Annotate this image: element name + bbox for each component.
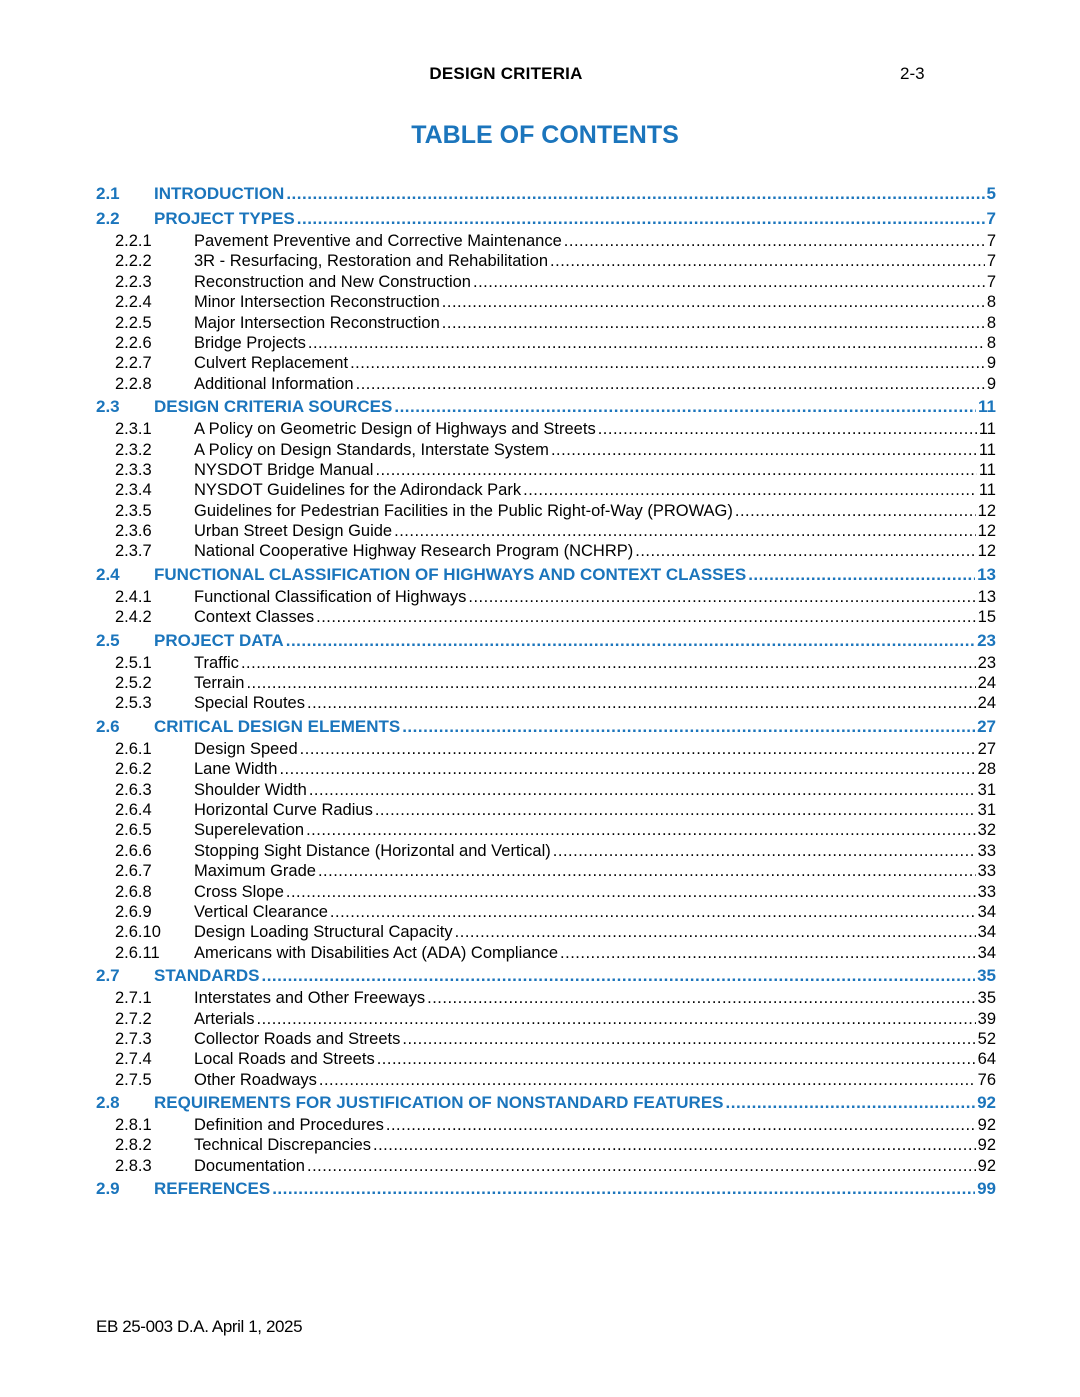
toc-entry-number: 2.8.3 <box>115 1156 152 1175</box>
dot-leader <box>306 820 976 840</box>
dot-leader <box>386 1115 976 1135</box>
toc-entry-page: 7 <box>986 272 996 291</box>
toc-entry-page: 8 <box>986 313 996 332</box>
toc-entry-number: 2.6 <box>96 716 120 736</box>
toc-entry-title: INTRODUCTION <box>154 184 285 203</box>
toc-entry-title: Stopping Sight Distance (Horizontal and Vertical) <box>194 841 551 860</box>
dot-leader <box>726 1090 976 1115</box>
toc-subsection-entry[interactable] <box>96 607 996 627</box>
toc-entry-page: 5 <box>986 184 996 203</box>
dot-leader <box>523 480 977 500</box>
toc-section-entry[interactable] <box>96 1090 996 1115</box>
toc-section-entry[interactable] <box>96 714 996 739</box>
toc-entry-title: REQUIREMENTS FOR JUSTIFICATION OF NONSTANDARD FEATURES <box>154 1093 724 1113</box>
toc-subsection-entry[interactable] <box>96 653 996 673</box>
dot-leader <box>272 1176 975 1201</box>
toc-entry-page: 34 <box>977 923 996 942</box>
toc-subsection-entry[interactable] <box>96 861 996 881</box>
toc-subsection-entry[interactable] <box>96 541 996 561</box>
toc-entry-title: Shoulder Width <box>194 780 307 799</box>
toc-entry-page: 34 <box>977 943 996 962</box>
toc-subsection-entry[interactable] <box>96 374 996 394</box>
toc-entry-title: Americans with Disabilities Act (ADA) Compliance <box>194 943 559 962</box>
toc-entry-title: Reconstruction and New Construction <box>194 272 471 291</box>
toc-entry-title: CRITICAL DESIGN ELEMENTS <box>154 716 401 736</box>
dot-leader <box>377 1049 976 1069</box>
toc-entry-title: Bridge Projects <box>194 333 306 352</box>
toc-entry-title: NYSDOT Bridge Manual <box>194 460 374 479</box>
toc-entry-number: 2.5.1 <box>115 653 152 672</box>
toc-entry-page: 92 <box>977 1093 996 1113</box>
toc-entry-number: 2.6.4 <box>115 800 152 819</box>
toc-entry-title: Superelevation <box>194 821 305 840</box>
toc-section-entry[interactable] <box>96 963 996 988</box>
toc-subsection-entry[interactable] <box>96 1135 996 1155</box>
toc-entry-page: 31 <box>977 780 996 799</box>
toc-entry-title: Maximum Grade <box>194 862 316 881</box>
toc-section-entry[interactable] <box>96 206 996 231</box>
toc-entry-page: 24 <box>977 694 996 713</box>
table-of-contents <box>96 181 996 1201</box>
toc-entry-page: 31 <box>977 800 996 819</box>
toc-entry-page: 23 <box>977 630 996 650</box>
dot-leader <box>735 501 976 521</box>
toc-entry-title: STANDARDS <box>154 966 260 986</box>
toc-subsection-entry[interactable] <box>96 251 996 271</box>
toc-entry-page: 64 <box>977 1050 996 1069</box>
toc-entry-number: 2.7.3 <box>115 1029 152 1048</box>
toc-entry-page: 52 <box>977 1029 996 1048</box>
running-header-page-number: 2-3 <box>900 64 925 83</box>
dot-leader <box>402 714 975 739</box>
toc-entry-number: 2.8.2 <box>115 1136 152 1155</box>
toc-entry-title: A Policy on Design Standards, Interstate System <box>194 440 549 459</box>
toc-entry-number: 2.2.3 <box>115 272 152 291</box>
toc-entry-page: 13 <box>977 564 996 584</box>
dot-leader <box>375 800 976 820</box>
toc-entry-number: 2.6.3 <box>115 780 152 799</box>
toc-entry-page: 11 <box>978 397 996 417</box>
toc-entry-number: 2.4 <box>96 564 120 584</box>
toc-subsection-entry[interactable] <box>96 231 996 251</box>
toc-entry-number: 2.1 <box>96 184 120 203</box>
toc-subsection-entry[interactable] <box>96 943 996 963</box>
dot-leader <box>300 739 976 759</box>
toc-entry-page: 27 <box>977 716 996 736</box>
toc-entry-page: 9 <box>986 354 996 373</box>
toc-subsection-entry[interactable] <box>96 1049 996 1069</box>
toc-entry-number: 2.6.6 <box>115 841 152 860</box>
toc-section-entry[interactable] <box>96 394 996 419</box>
toc-entry-title: Pavement Preventive and Corrective Maintenance <box>194 232 562 250</box>
toc-entry-title: Arterials <box>194 1009 255 1028</box>
dot-leader <box>442 292 985 312</box>
toc-subsection-entry[interactable] <box>96 521 996 541</box>
dot-leader <box>748 562 975 587</box>
toc-subsection-entry[interactable] <box>96 313 996 333</box>
toc-subsection-entry[interactable] <box>96 882 996 902</box>
toc-section-entry[interactable] <box>96 1176 996 1201</box>
dot-leader <box>307 693 976 713</box>
toc-entry-title: National Cooperative Highway Research Program (NCHRP) <box>194 542 634 561</box>
toc-entry-page: 15 <box>977 608 996 627</box>
dot-leader <box>356 374 985 394</box>
toc-entry-title: Urban Street Design Guide <box>194 522 393 541</box>
toc-entry-title: Traffic <box>194 653 239 672</box>
toc-subsection-entry[interactable] <box>96 1070 996 1090</box>
dot-leader <box>309 780 976 800</box>
toc-entry-number: 2.4.1 <box>115 587 152 606</box>
toc-entry-page: 33 <box>977 882 996 901</box>
toc-subsection-entry[interactable] <box>96 272 996 292</box>
toc-entry-page: 9 <box>986 374 996 393</box>
toc-entry-page: 8 <box>986 293 996 312</box>
toc-entry-page: 34 <box>977 902 996 921</box>
toc-subsection-entry[interactable] <box>96 841 996 861</box>
dot-leader <box>375 460 976 480</box>
toc-entry-title: DESIGN CRITERIA SOURCES <box>154 397 393 417</box>
dot-leader <box>560 943 976 963</box>
toc-subsection-entry[interactable] <box>96 292 996 312</box>
toc-entry-number: 2.3.6 <box>115 522 152 541</box>
dot-leader <box>318 861 976 881</box>
toc-entry-title: Context Classes <box>194 608 315 627</box>
toc-entry-number: 2.6.5 <box>115 821 152 840</box>
toc-entry-title: Design Loading Structural Capacity <box>194 923 453 942</box>
dot-leader <box>246 673 975 693</box>
toc-subsection-entry[interactable] <box>96 480 996 500</box>
toc-entry-page: 92 <box>977 1136 996 1155</box>
toc-entry-number: 2.8.1 <box>115 1116 152 1135</box>
dot-leader <box>373 1135 976 1155</box>
dot-leader <box>297 206 985 231</box>
toc-entry-number: 2.3.4 <box>115 481 152 500</box>
toc-entry-number: 2.2.2 <box>115 252 152 271</box>
toc-entry-page: 32 <box>977 821 996 840</box>
dot-leader <box>455 922 976 942</box>
toc-subsection-entry[interactable] <box>96 501 996 521</box>
toc-entry-page: 92 <box>977 1116 996 1135</box>
toc-subsection-entry[interactable] <box>96 587 996 607</box>
toc-subsection-entry[interactable] <box>96 759 996 779</box>
toc-entry-page: 27 <box>977 739 996 758</box>
toc-subsection-entry[interactable] <box>96 693 996 713</box>
dot-leader <box>286 628 975 653</box>
toc-subsection-entry[interactable] <box>96 922 996 942</box>
toc-entry-number: 2.7.5 <box>115 1070 152 1089</box>
toc-entry-title: Technical Discrepancies <box>194 1136 371 1155</box>
toc-entry-title: Documentation <box>194 1156 305 1175</box>
dot-leader <box>553 841 976 861</box>
toc-section-entry[interactable] <box>96 562 996 587</box>
dot-leader <box>635 541 975 561</box>
toc-entry-title: Minor Intersection Reconstruction <box>194 293 440 312</box>
toc-entry-title: Interstates and Other Freeways <box>194 989 426 1008</box>
toc-entry-title: Special Routes <box>194 694 305 713</box>
toc-entry-number: 2.2.1 <box>115 232 152 250</box>
toc-entry-number: 2.6.11 <box>115 943 160 962</box>
toc-subsection-entry[interactable] <box>96 1029 996 1049</box>
dot-leader <box>402 1029 975 1049</box>
toc-subsection-entry[interactable] <box>96 820 996 840</box>
toc-subsection-entry[interactable] <box>96 902 996 922</box>
dot-leader <box>261 963 975 988</box>
toc-entry-number: 2.2.8 <box>115 374 152 393</box>
toc-subsection-entry[interactable] <box>96 739 996 759</box>
toc-entry-page: 7 <box>986 252 996 271</box>
toc-entry-number: 2.6.1 <box>115 739 152 758</box>
toc-entry-page: 11 <box>978 460 996 479</box>
dot-leader <box>330 902 976 922</box>
toc-entry-title: Cross Slope <box>194 882 284 901</box>
dot-leader <box>468 587 975 607</box>
toc-entry-number: 2.2 <box>96 209 120 228</box>
toc-entry-number: 2.2.7 <box>115 354 152 373</box>
toc-entry-number: 2.2.4 <box>115 293 152 312</box>
dot-leader <box>286 181 984 206</box>
toc-entry-number: 2.3.5 <box>115 501 152 520</box>
toc-entry-title: Major Intersection Reconstruction <box>194 313 440 332</box>
dot-leader <box>427 988 976 1008</box>
toc-entry-page: 33 <box>977 841 996 860</box>
toc-heading: TABLE OF CONTENTS <box>411 121 679 149</box>
dot-leader <box>319 1070 976 1090</box>
toc-entry-page: 76 <box>977 1070 996 1089</box>
toc-entry-number: 2.4.2 <box>115 608 152 627</box>
toc-subsection-entry[interactable] <box>96 1115 996 1135</box>
toc-entry-page: 12 <box>977 501 996 520</box>
toc-subsection-entry[interactable] <box>96 988 996 1008</box>
dot-leader <box>279 759 975 779</box>
toc-entry-title: Other Roadways <box>194 1070 317 1089</box>
dot-leader <box>307 1156 976 1176</box>
toc-entry-title: Terrain <box>194 674 245 693</box>
toc-entry-page: 7 <box>986 232 996 250</box>
toc-entry-title: 3R - Resurfacing, Restoration and Rehabilitation <box>194 252 549 271</box>
toc-entry-number: 2.2.5 <box>115 313 152 332</box>
toc-entry-title: Collector Roads and Streets <box>194 1029 401 1048</box>
toc-section-entry[interactable] <box>96 181 996 206</box>
toc-entry-page: 24 <box>977 674 996 693</box>
toc-entry-page: 11 <box>978 420 996 439</box>
toc-entry-page: 13 <box>977 587 996 606</box>
toc-entry-number: 2.3 <box>96 397 120 417</box>
toc-entry-page: 8 <box>986 333 996 352</box>
toc-entry-title: A Policy on Geometric Design of Highways and Streets <box>194 420 596 439</box>
toc-subsection-entry[interactable] <box>96 333 996 353</box>
toc-entry-number: 2.6.9 <box>115 902 152 921</box>
dot-leader <box>598 419 977 439</box>
toc-subsection-entry[interactable] <box>96 800 996 820</box>
toc-entry-title: Additional Information <box>194 374 354 393</box>
toc-entry-title: PROJECT DATA <box>154 630 284 650</box>
toc-entry-number: 2.7.2 <box>115 1009 152 1028</box>
dot-leader <box>564 231 985 251</box>
toc-entry-number: 2.3.1 <box>115 420 152 439</box>
toc-entry-title: Functional Classification of Highways <box>194 587 467 606</box>
toc-entry-title: PROJECT TYPES <box>154 209 295 228</box>
toc-entry-number: 2.7 <box>96 966 120 986</box>
footer-document-id: EB 25-003 D.A. April 1, 2025 <box>96 1317 303 1336</box>
toc-entry-title: Vertical Clearance <box>194 902 328 921</box>
toc-entry-number: 2.7.1 <box>115 989 152 1008</box>
toc-subsection-entry[interactable] <box>96 673 996 693</box>
toc-entry-page: 99 <box>977 1179 996 1199</box>
toc-entry-number: 2.6.8 <box>115 882 152 901</box>
dot-leader <box>550 251 985 271</box>
toc-entry-page: 35 <box>977 966 996 986</box>
running-header-title: DESIGN CRITERIA <box>429 64 583 83</box>
toc-entry-title: Culvert Replacement <box>194 354 349 373</box>
dot-leader <box>308 333 985 353</box>
toc-entry-title: Horizontal Curve Radius <box>194 800 373 819</box>
dot-leader <box>286 882 976 902</box>
toc-entry-title: Local Roads and Streets <box>194 1050 375 1069</box>
toc-subsection-entry[interactable] <box>96 460 996 480</box>
toc-entry-title: Definition and Procedures <box>194 1116 384 1135</box>
toc-entry-page: 12 <box>977 522 996 541</box>
toc-subsection-entry[interactable] <box>96 353 996 373</box>
toc-entry-number: 2.5.3 <box>115 694 152 713</box>
toc-subsection-entry[interactable] <box>96 1156 996 1176</box>
toc-entry-page: 7 <box>986 209 996 228</box>
toc-entry-page: 92 <box>977 1156 996 1175</box>
toc-entry-page: 23 <box>977 653 996 672</box>
toc-entry-number: 2.9 <box>96 1179 120 1199</box>
toc-subsection-entry[interactable] <box>96 780 996 800</box>
toc-entry-title: NYSDOT Guidelines for the Adirondack Park <box>194 481 522 500</box>
toc-entry-page: 12 <box>977 542 996 561</box>
toc-entry-number: 2.6.2 <box>115 760 152 779</box>
dot-leader <box>551 440 977 460</box>
toc-entry-number: 2.3.7 <box>115 542 152 561</box>
dot-leader <box>316 607 976 627</box>
dot-leader <box>473 272 985 292</box>
dot-leader <box>257 1009 976 1029</box>
toc-entry-title: FUNCTIONAL CLASSIFICATION OF HIGHWAYS AND CONTEXT CLASSES <box>154 564 747 584</box>
toc-subsection-entry[interactable] <box>96 1009 996 1029</box>
toc-entry-number: 2.3.3 <box>115 460 152 479</box>
toc-entry-title: Guidelines for Pedestrian Facilities in the Public Right-of-Way (PROWAG) <box>194 501 733 520</box>
toc-entry-page: 11 <box>978 440 996 459</box>
toc-entry-number: 2.6.7 <box>115 862 152 881</box>
dot-leader <box>241 653 976 673</box>
toc-entry-number: 2.5 <box>96 630 120 650</box>
dot-leader <box>394 521 976 541</box>
toc-entry-page: 35 <box>977 989 996 1008</box>
toc-entry-page: 39 <box>977 1009 996 1028</box>
dot-leader <box>350 353 985 373</box>
toc-entry-number: 2.3.2 <box>115 440 152 459</box>
dot-leader <box>442 313 985 333</box>
toc-subsection-entry[interactable] <box>96 419 996 439</box>
toc-entry-number: 2.8 <box>96 1093 120 1113</box>
toc-subsection-entry[interactable] <box>96 440 996 460</box>
toc-entry-title: Lane Width <box>194 760 278 779</box>
dot-leader <box>394 394 976 419</box>
toc-entry-number: 2.7.4 <box>115 1050 152 1069</box>
toc-entry-title: REFERENCES <box>154 1179 271 1199</box>
toc-entry-page: 11 <box>978 481 996 500</box>
toc-section-entry[interactable] <box>96 628 996 653</box>
toc-entry-number: 2.6.10 <box>115 923 161 942</box>
toc-entry-page: 33 <box>977 862 996 881</box>
toc-entry-number: 2.5.2 <box>115 674 152 693</box>
toc-entry-page: 28 <box>977 760 996 779</box>
toc-entry-number: 2.2.6 <box>115 333 152 352</box>
toc-entry-title: Design Speed <box>194 739 298 758</box>
